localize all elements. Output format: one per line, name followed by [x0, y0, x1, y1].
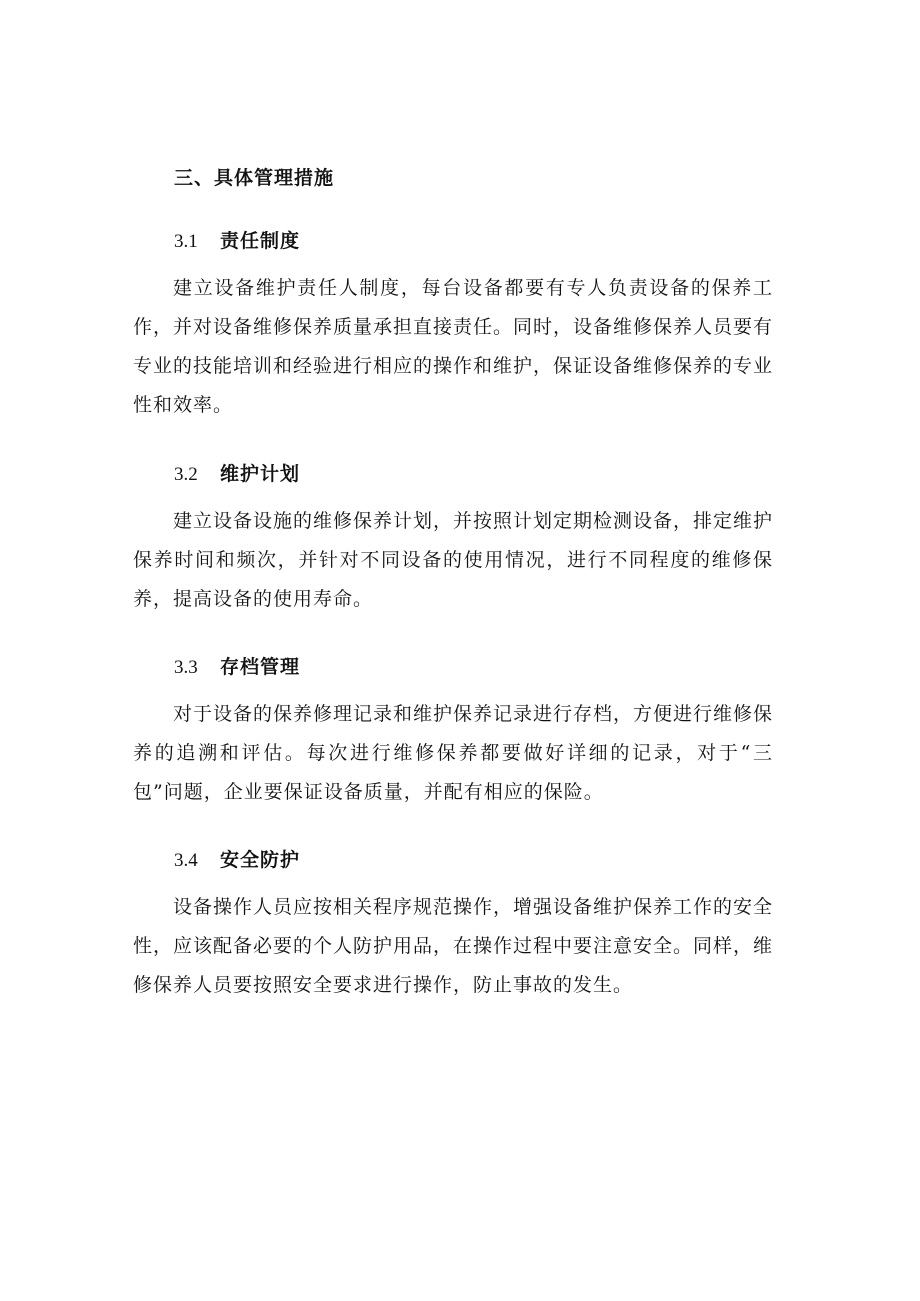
subsection-number: 3.4 — [174, 850, 198, 871]
subsection-body-3-1: 建立设备维护责任人制度，每台设备都要有专人负责设备的保养工作，并对设备维修保养质量承担直接责任。同时，设备维修保养人员要有专业的技能培训和经验进行相应的操作和维护，保证设备维修保养的专业性和效率。 — [133, 277, 774, 416]
section-title: 三、具体管理措施 — [174, 167, 335, 189]
subsection-body-3-2: 建立设备设施的维修保养计划，并按照计划定期检测设备，排定维护保养时间和频次，并针对不同设备的使用情况，进行不同程度的维修保养，提高设备的使用寿命。 — [133, 510, 774, 610]
subsection-number: 3.3 — [174, 657, 198, 678]
subsection-heading-3-3 — [174, 652, 300, 679]
subsection-title: 安全防护 — [220, 849, 301, 871]
subsection-heading-3-4 — [174, 845, 300, 872]
subsection-heading-3-2 — [174, 459, 300, 486]
subsection-title: 责任制度 — [220, 230, 301, 252]
subsection-number: 3.2 — [174, 464, 198, 485]
subsection-number: 3.1 — [174, 231, 198, 252]
subsection-heading-3-1 — [174, 226, 300, 253]
subsection-body-3-4: 设备操作人员应按相关程序规范操作，增强设备维护保养工作的安全性，应该配备必要的个人防护用品，在操作过程中要注意安全。同样，维修保养人员要按照安全要求进行操作，防止事故的发生。 — [133, 896, 774, 996]
subsection-title: 维护计划 — [220, 463, 301, 485]
subsection-body-3-3: 对于设备的保养修理记录和维护保养记录进行存档，方便进行维修保养的追溯和评估。每次进行维修保养都要做好详细的记录，对于“三包”问题，企业要保证设备质量，并配有相应的保险。 — [133, 703, 774, 803]
subsection-title: 存档管理 — [220, 656, 301, 678]
